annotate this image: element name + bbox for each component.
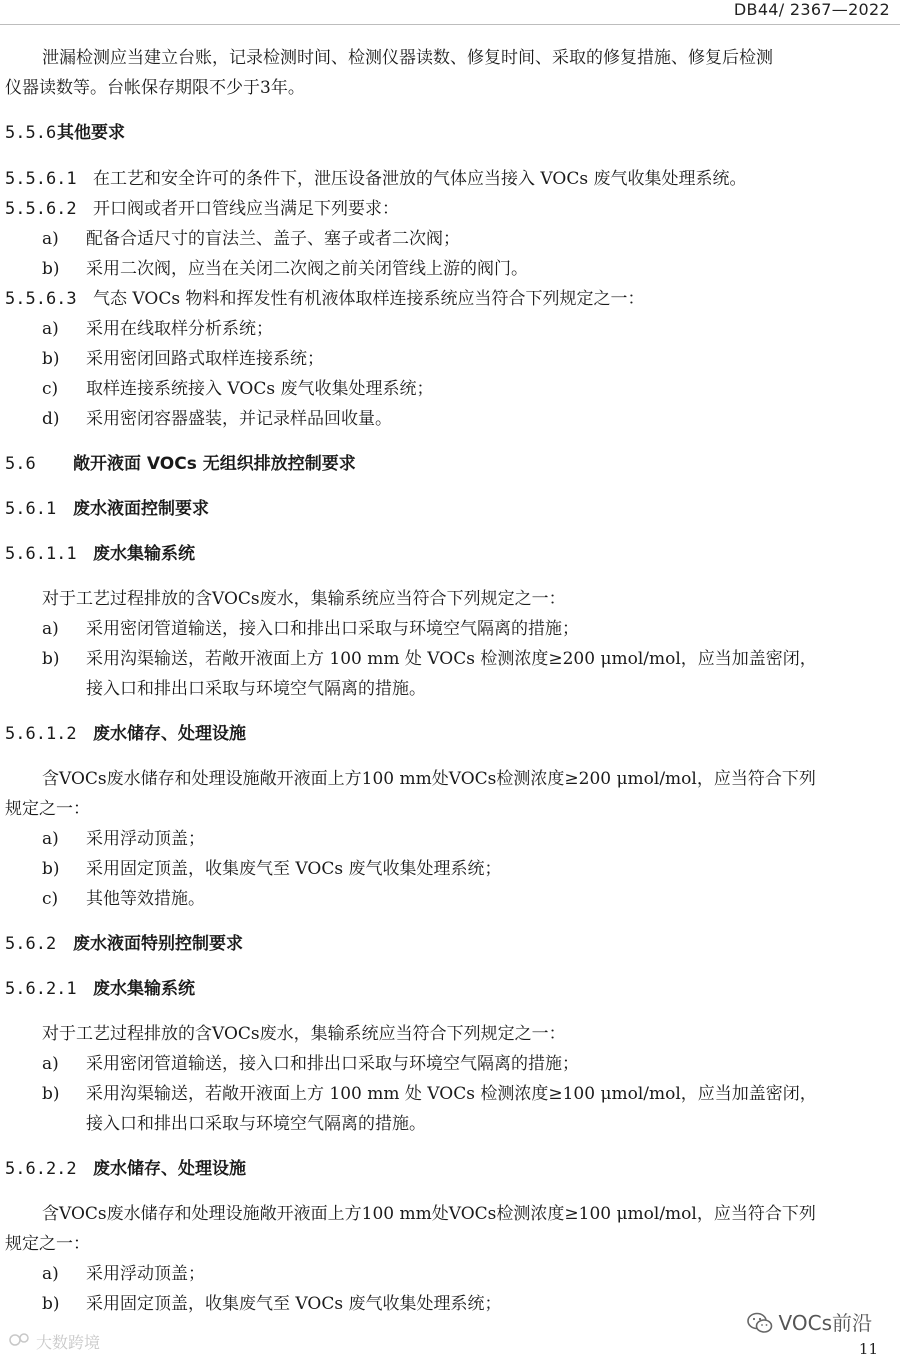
section-number: 5.6.1.2 [5, 724, 77, 744]
list-item [42, 858, 501, 880]
page-number: 11 [858, 1340, 878, 1358]
section-title: 废水集输系统 [93, 979, 195, 999]
list-marker: a) [42, 1264, 59, 1284]
list-item [42, 258, 528, 280]
paragraph-line: 仪器读数等。台帐保存期限不少于3年。 [5, 78, 305, 98]
list-item [42, 228, 460, 250]
list-item [42, 1263, 205, 1285]
list-marker: a) [42, 229, 59, 249]
standard-code: DB44/ 2367—2022 [733, 0, 890, 19]
list-marker: b) [42, 649, 60, 669]
list-item [42, 348, 324, 370]
section-title: 其他要求 [57, 123, 125, 143]
clause-5-5-6-1 [5, 168, 746, 190]
list-item [42, 648, 817, 670]
clause-number: 5.5.6.3 [5, 289, 77, 309]
list-item [42, 888, 205, 910]
list-item [42, 378, 433, 400]
paragraph-line: 规定之一： [5, 799, 90, 819]
list-marker: b) [42, 1084, 60, 1104]
list-text: 采用在线取样分析系统； [86, 319, 273, 339]
list-item [42, 1293, 501, 1315]
list-marker: d) [42, 409, 60, 429]
paragraph-line: 对于工艺过程排放的含VOCs废水，集输系统应当符合下列规定之一： [42, 589, 566, 609]
list-text: 采用沟渠输送，若敞开液面上方 100 mm 处 VOCs 检测浓度≥200 μmol/mol，应当加盖密闭， [86, 649, 817, 669]
list-marker: a) [42, 1054, 59, 1074]
list-item-continuation: 接入口和排出口采取与环境空气隔离的措施。 [86, 1114, 426, 1134]
section-title: 废水液面特别控制要求 [73, 934, 243, 954]
section-heading-5-6-1-1 [5, 543, 195, 565]
list-text: 采用沟渠输送，若敞开液面上方 100 mm 处 VOCs 检测浓度≥100 μmol/mol，应当加盖密闭， [86, 1084, 817, 1104]
list-item [42, 618, 579, 640]
section-title: 废水储存、处理设施 [93, 1159, 246, 1179]
list-text: 采用密闭管道输送，接入口和排出口采取与环境空气隔离的措施； [86, 619, 579, 639]
list-text: 其他等效措施。 [86, 889, 205, 909]
list-item [42, 408, 392, 430]
list-text: 采用密闭管道输送，接入口和排出口采取与环境空气隔离的措施； [86, 1054, 579, 1074]
list-marker: a) [42, 619, 59, 639]
list-marker: b) [42, 259, 60, 279]
list-marker: c) [42, 379, 59, 399]
list-text: 采用密闭容器盛装，并记录样品回收量。 [86, 409, 392, 429]
list-item [42, 1083, 817, 1105]
watermark-left [8, 1330, 100, 1353]
watermark-left-text: 大数跨境 [36, 1333, 101, 1352]
list-item [42, 1053, 579, 1075]
list-text: 采用固定顶盖，收集废气至 VOCs 废气收集处理系统； [86, 1294, 502, 1314]
section-number: 5.6.1 [5, 499, 57, 519]
section-title: 废水液面控制要求 [73, 499, 209, 519]
list-text: 采用二次阀，应当在关闭二次阀之前关闭管线上游的阀门。 [86, 259, 528, 279]
section-heading-5-6-1-2 [5, 723, 246, 745]
section-number: 5.6.2 [5, 934, 57, 954]
paragraph-line: 规定之一： [5, 1234, 90, 1254]
wechat-icon [747, 1312, 773, 1334]
list-marker: b) [42, 1294, 60, 1314]
section-title: 废水储存、处理设施 [93, 724, 246, 744]
list-item-continuation: 接入口和排出口采取与环境空气隔离的措施。 [86, 679, 426, 699]
list-text: 采用固定顶盖，收集废气至 VOCs 废气收集处理系统； [86, 859, 502, 879]
watermark-right [747, 1307, 872, 1336]
list-text: 取样连接系统接入 VOCs 废气收集处理系统； [86, 379, 434, 399]
section-number: 5.6.2.1 [5, 979, 77, 999]
list-marker: b) [42, 859, 60, 879]
section-heading-5-6-2-2 [5, 1158, 246, 1180]
list-text: 采用浮动顶盖； [86, 1264, 205, 1284]
section-title: 敞开液面 VOCs 无组织排放控制要求 [73, 454, 356, 474]
list-marker: b) [42, 349, 60, 369]
watermark-right-text: VOCs前沿 [778, 1311, 872, 1335]
list-marker: c) [42, 889, 59, 909]
list-text: 采用密闭回路式取样连接系统； [86, 349, 324, 369]
list-item [42, 318, 273, 340]
section-heading-5-5-6 [5, 122, 125, 144]
clause-5-5-6-3 [5, 288, 644, 310]
section-number: 5.6.2.2 [5, 1159, 77, 1179]
list-marker: a) [42, 319, 59, 339]
section-heading-5-6 [5, 453, 356, 475]
header-rule [0, 24, 900, 25]
section-heading-5-6-2 [5, 933, 243, 955]
paragraph-line: 含VOCs废水储存和处理设施敞开液面上方100 mm处VOCs检测浓度≥100 μmol/mol，应当符合下列 [42, 1204, 816, 1224]
list-text: 配备合适尺寸的盲法兰、盖子、塞子或者二次阀； [86, 229, 460, 249]
section-heading-5-6-1 [5, 498, 209, 520]
clause-5-5-6-2 [5, 198, 399, 220]
section-heading-5-6-2-1 [5, 978, 195, 1000]
list-item [42, 828, 205, 850]
paragraph-line: 泄漏检测应当建立台账，记录检测时间、检测仪器读数、修复时间、采取的修复措施、修复后检测 [42, 48, 773, 68]
section-number: 5.5.6 [5, 123, 57, 143]
section-title: 废水集输系统 [93, 544, 195, 564]
clause-text: 在工艺和安全许可的条件下，泄压设备泄放的气体应当接入 VOCs 废气收集处理系统。 [93, 169, 747, 189]
clause-text: 气态 VOCs 物料和挥发性有机液体取样连接系统应当符合下列规定之一： [93, 289, 645, 309]
clause-text: 开口阀或者开口管线应当满足下列要求： [93, 199, 399, 219]
paragraph-line: 对于工艺过程排放的含VOCs废水，集输系统应当符合下列规定之一： [42, 1024, 566, 1044]
list-text: 采用浮动顶盖； [86, 829, 205, 849]
section-number: 5.6.1.1 [5, 544, 77, 564]
clause-number: 5.5.6.1 [5, 169, 77, 189]
list-marker: a) [42, 829, 59, 849]
clause-number: 5.5.6.2 [5, 199, 77, 219]
section-number: 5.6 [5, 454, 36, 474]
paragraph-line: 含VOCs废水储存和处理设施敞开液面上方100 mm处VOCs检测浓度≥200 μmol/mol，应当符合下列 [42, 769, 816, 789]
watermark-logo-icon [8, 1332, 36, 1352]
